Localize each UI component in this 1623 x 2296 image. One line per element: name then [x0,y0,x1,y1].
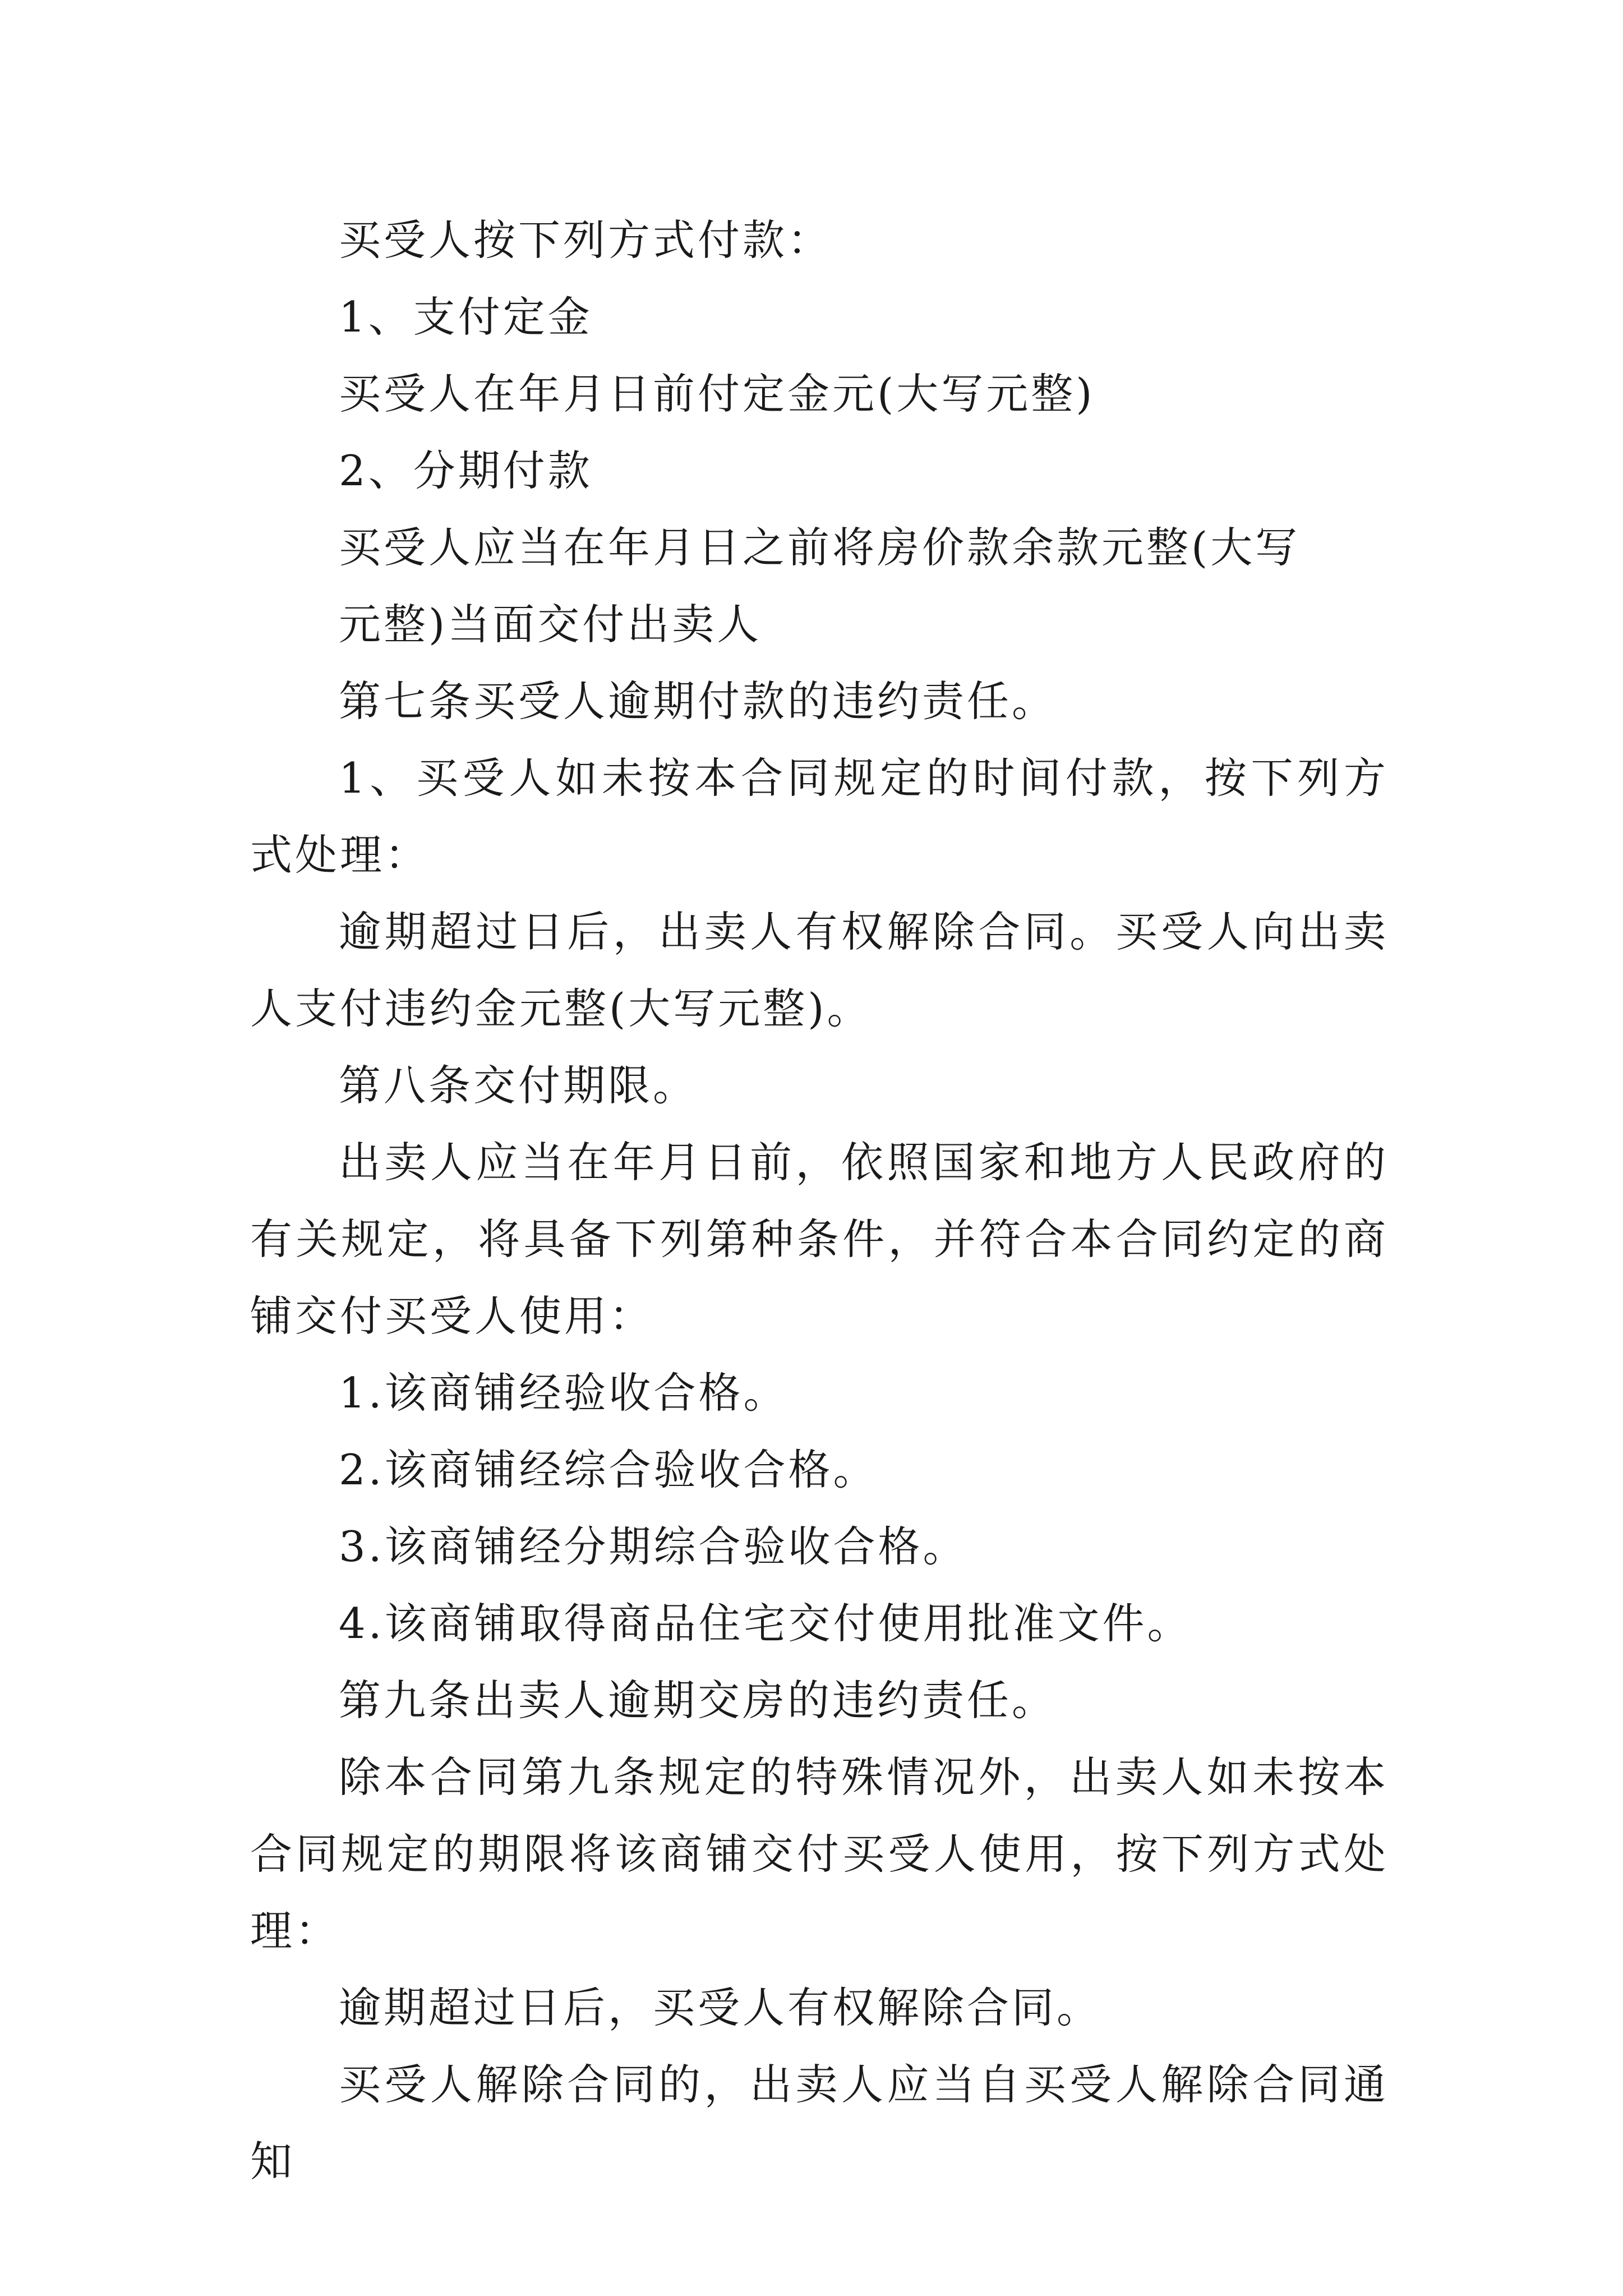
paragraph: 2.该商铺经综合验收合格。 [339,1445,878,1494]
paragraph: 3.该商铺经分期综合验收合格。 [339,1522,968,1571]
paragraph: 逾期超过日后，出卖人有权解除合同。买受人向出卖人支付违约金元整(大写元整)。 [250,907,1389,1033]
paragraph: 买受人按下列方式付款： [339,215,833,265]
paragraph: 买受人在年月日前付定金元(大写元整) [339,369,1095,418]
document-body [250,202,1389,2200]
paragraph: 元整)当面交付出卖人 [339,600,762,649]
paragraph: 买受人应当在年月日之前将房价款余款元整(大写 [339,523,1301,572]
paragraph: 逾期超过日后，买受人有权解除合同。 [339,1983,1102,2032]
paragraph: 1、买受人如未按本合同规定的时间付款，按下列方式处理： [250,753,1389,880]
paragraph: 除本合同第九条规定的特殊情况外，出卖人如未按本合同规定的期限将该商铺交付买受人使用，按下列方式处理： [250,1752,1389,1955]
paragraph: 出卖人应当在年月日前，依照国家和地方人民政府的有关规定，将具备下列第种条件，并符合本合同约定的商铺交付买受人使用： [250,1138,1389,1341]
paragraph: 第八条交付期限。 [339,1061,698,1110]
paragraph: 第九条出卖人逾期交房的违约责任。 [339,1676,1057,1725]
paragraph: 1、支付定金 [339,292,593,342]
paragraph: 2、分期付款 [339,446,593,495]
paragraph: 1.该商铺经验收合格。 [339,1368,789,1418]
paragraph: 买受人解除合同的，出卖人应当自买受人解除合同通知 [250,2060,1389,2186]
paragraph: 第七条买受人逾期付款的违约责任。 [339,677,1057,726]
paragraph: 4.该商铺取得商品住宅交付使用批准文件。 [339,1599,1192,1648]
